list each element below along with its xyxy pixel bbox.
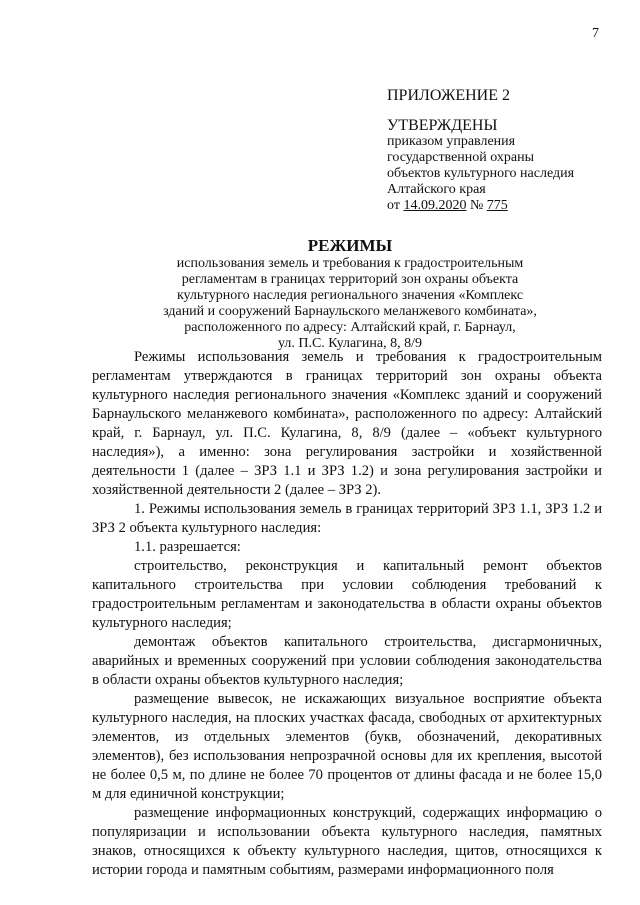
approval-date-line bbox=[387, 198, 627, 214]
document-body bbox=[92, 348, 602, 880]
title-line: регламентам в границах территорий зон охраны объекта bbox=[181, 272, 519, 287]
approval-line: Алтайского края bbox=[387, 182, 486, 197]
order-date: 14.09.2020 bbox=[403, 198, 467, 213]
title-line: расположенного по адресу: Алтайский край, г. Барнаул, bbox=[184, 320, 516, 335]
approval-line: государственной охраны bbox=[387, 150, 535, 165]
approval-line: приказом управления bbox=[387, 134, 516, 149]
approved-label: УТВЕРЖДЕНЫ bbox=[387, 117, 498, 134]
paragraph: строительство, реконструкция и капитальный ремонт объектов капитального строительства при условии соблюдения требований к градостроительным регламентам и законодательства в области охраны объектов культурного наследия; bbox=[92, 558, 602, 631]
title-line: использования земель и требования к градостроительным bbox=[176, 256, 524, 271]
title-line: ул. П.С. Кулагина, 8, 8/9 bbox=[277, 336, 423, 351]
document-title bbox=[100, 236, 600, 352]
paragraph: 1. Режимы использования земель в границах территорий ЗРЗ 1.1, ЗРЗ 1.2 и ЗРЗ 2 объекта культурного наследия: bbox=[92, 501, 602, 536]
approval-block bbox=[387, 88, 627, 214]
title-heading: РЕЖИМЫ bbox=[307, 236, 393, 255]
paragraph: Режимы использования земель и требования к градостроительным регламентам утверждаются в границах территорий зон охраны объекта культурного наследия регионального значения «Комплекс зданий и сооружений Барнаульского меланжевого комбината», расположенного по адресу: Алтайский край, г. Барнаул, ул. П.С. Кулагина, 8, 8/9 (далее – «объект культурного наследия»), а именно: зона регулирования застройки и хозяйственной деятельности 1 (далее – ЗРЗ 1.1 и ЗРЗ 1.2) и зона регулирования застройки и хозяйственной деятельности 2 (далее – ЗРЗ 2). bbox=[92, 349, 602, 498]
appendix-label: ПРИЛОЖЕНИЕ 2 bbox=[387, 87, 511, 104]
title-line: культурного наследия регионального значения «Комплекс bbox=[176, 288, 524, 303]
paragraph: размещение вывесок, не искажающих визуальное восприятие объекта культурного наследия, на плоских участках фасада, свободных от архитектурных элементов, из отдельных элементов (букв, обозначений, декоративных элементов), без использования непрозрачной основы для их крепления, высотой не более 0,5 м, по длине не более 70 процентов от длины фасада и не более 15,0 м для единичной конструкции; bbox=[92, 691, 602, 802]
number-label: № bbox=[466, 198, 487, 213]
title-line: зданий и сооружений Барнаульского меланжевого комбината», bbox=[163, 304, 537, 319]
order-number: 775 bbox=[486, 198, 508, 213]
paragraph: демонтаж объектов капитального строительства, дисгармоничных, аварийных и временных сооружений при условии соблюдения законодательства в области охраны объектов культурного наследия; bbox=[92, 634, 602, 688]
approval-line: объектов культурного наследия bbox=[387, 166, 575, 181]
paragraph: 1.1. разрешается: bbox=[134, 539, 241, 555]
from-label: от bbox=[387, 198, 404, 213]
page-number: 7 bbox=[592, 26, 599, 41]
paragraph: размещение информационных конструкций, содержащих информацию о популяризации и использовании объекта культурного наследия, памятных знаков, относящихся к объекту культурного наследия, щитов, относящихся к истории города и памятным событиям, размерами информационного поля bbox=[92, 805, 602, 878]
